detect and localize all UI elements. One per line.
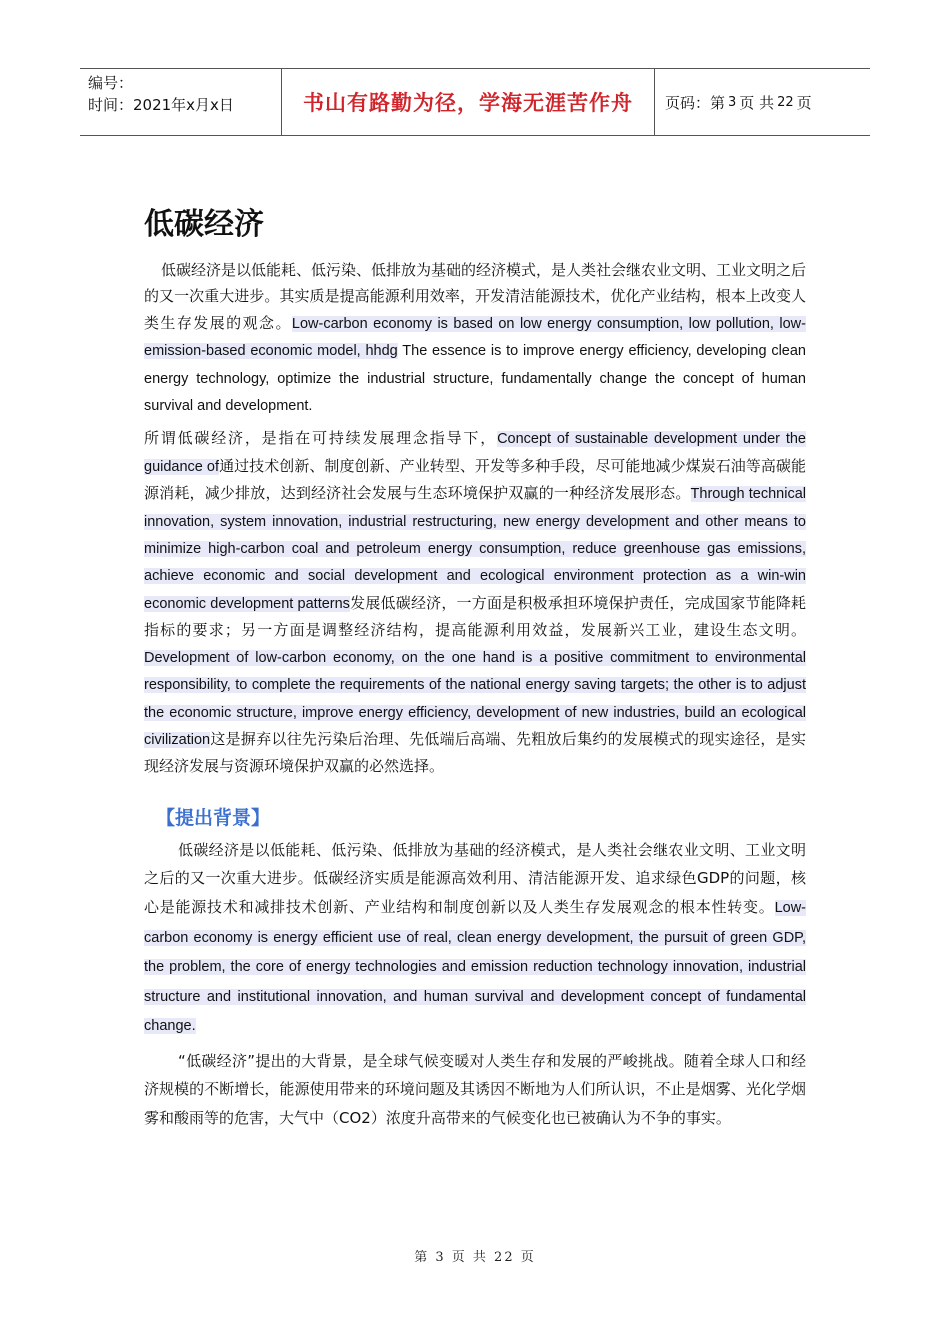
date-label: 时间：2021年x月x日 [88, 96, 234, 114]
page-current: 3 [728, 94, 737, 110]
paragraph-1-english: The essence is to improve energy efficiency, developing clean energy technology, optimize the industrial structure, fundamentally change the concept of human survival and development. [144, 343, 806, 415]
paragraph-2-chinese-2: 通过技术创新、制度创新、产业转型、开发等多种手段，尽可能地减少煤炭石油等高碳能源消耗，减少排放，达到经济社会发展与生态环境保护双赢的一种经济发展形态。 [144, 456, 806, 503]
paragraph-1-chinese: 低碳经济是以低能耗、低污染、低排放为基础的经济模式，是人类社会继农业文明、工业文明之后的又一次重大进步。其实质是提高能源利用效率，开发清洁能源技术，优化产业结构，根本上改变人类生存发展的观念。 [144, 261, 807, 332]
paragraph-1 [144, 257, 806, 419]
paragraph-1-english-highlight: Low-carbon economy is based on low energy consumption, low pollution, low-emission-based economic model, hhdg [144, 315, 806, 360]
paragraph-2-english-3: Development of low-carbon economy, on the one hand is a positive commitment to environmental responsibility, to complete the requirements of the national energy saving targets; the other is to adjust the economic structure, improve energy efficiency, development of new industries, build an ecological civilization [144, 649, 806, 748]
page-total: 22 [777, 94, 794, 110]
paragraph-2-english-2: Through technical innovation, system innovation, industrial restructuring, new energy development and other means to minimize high-carbon coal and petroleum energy consumption, reduce greenhouse gas emissions, achieve economic and social development and ecological environment protection as a win-win economic development patterns [144, 486, 806, 612]
header-meta [80, 69, 281, 135]
header-page-info [655, 69, 870, 135]
paragraph-3 [144, 836, 806, 1041]
paragraph-3-english: Low-carbon economy is energy efficient use of real, clean energy development, the pursuit of green GDP, the problem, the core of energy technologies and emission reduction technology innovation, industrial structure and institutional innovation, and human survival and development concept of fundamental change. [144, 899, 806, 1035]
page-suffix: 页 [796, 93, 812, 112]
paragraph-3-chinese: 低碳经济是以低能耗、低污染、低排放为基础的经济模式，是人类社会继农业文明、工业文明之后的又一次重大进步。低碳经济实质是能源高效利用、清洁能源开发、追求绿色GDP的问题，核心是能源技术和减排技术创新、产业结构和制度创新以及人类生存发展观念的根本性转变。 [144, 840, 806, 916]
document-header [80, 68, 870, 136]
page-mid: 页 共 [739, 93, 775, 112]
paragraph-2-chinese-1: 所谓低碳经济，是指在可持续发展理念指导下， [144, 429, 498, 448]
section-heading-background: 【提出背景】 [156, 806, 271, 829]
paragraph-4: “低碳经济”提出的大背景，是全球气候变暖对人类生存和发展的严峻挑战。随着全球人口和经济规模的不断增长，能源使用带来的环境问题及其诱因不断地为人们所认识，不止是烟雾、光化学烟雾和酸雨等的危害，大气中（CO2）浓度升高带来的气候变化也已被确认为不争的事实。 [144, 1051, 806, 1128]
paragraph-2-chinese-4: 这是摒弃以往先污染后治理、先低端后高端、先粗放后集约的发展模式的现实途径，是实现经济发展与资源环境保护双赢的必然选择。 [144, 729, 806, 776]
page-title: 低碳经济 [144, 207, 264, 242]
paragraph-2-chinese-3: 发展低碳经济，一方面是积极承担环境保护责任，完成国家节能降耗指标的要求；另一方面是调整经济结构，提高能源利用效益，发展新兴工业，建设生态文明。 [144, 593, 806, 640]
paragraph-2-english-1: Concept of sustainable development under the guidance of [144, 431, 806, 475]
serial-number-label: 编号： [88, 74, 134, 92]
document-body [144, 205, 806, 1139]
page-prefix: 页码：第 [665, 93, 726, 112]
page-footer: 第 3 页 共 22 页 [414, 1250, 536, 1265]
header-motto: 书山有路勤为径，学海无涯苦作舟 [281, 69, 655, 135]
paragraph-2 [144, 425, 806, 779]
